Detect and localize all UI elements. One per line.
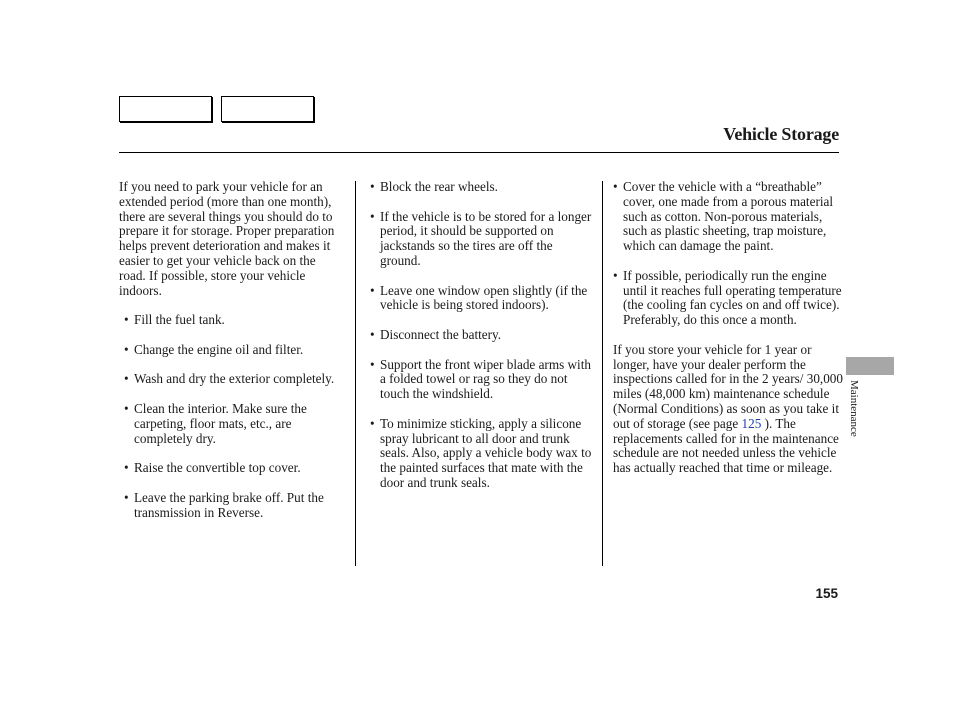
storage-steps-list-1 <box>124 313 345 520</box>
title-rule <box>119 152 839 153</box>
closing-text-start: If you store your vehicle for 1 year or longer, have your dealer perform the inspections called for in the 2 years/ 30,000 miles (48,000 km) maintenance schedule (Normal Conditions) as soon as you take it out of storage (see page <box>613 341 843 431</box>
list-item: • If the vehicle is to be stored for a longer period, it should be supported on jackstands so the tires are off the ground. <box>370 210 592 269</box>
page-number: 155 <box>815 586 838 601</box>
column-3 <box>613 180 845 491</box>
previous-page-button[interactable] <box>119 96 212 122</box>
list-item: • Disconnect the battery. <box>370 328 592 343</box>
list-item: • Support the front wiper blade arms with a folded towel or rag so they do not touch the windshield. <box>370 358 592 402</box>
list-item: • Wash and dry the exterior completely. <box>124 372 345 387</box>
list-item: • If possible, periodically run the engine until it reaches full operating temperature (the cooling fan cycles on and off twice). Preferably, do this once a month. <box>613 269 845 328</box>
list-item: • Clean the interior. Make sure the carpeting, floor mats, etc., are completely dry. <box>124 402 345 446</box>
list-item: • Leave the parking brake off. Put the transmission in Reverse. <box>124 491 345 521</box>
list-item: • Block the rear wheels. <box>370 180 592 195</box>
intro-paragraph: If you need to park your vehicle for an extended period (more than one month), there are several things you should do to prepare it for storage. Proper preparation helps prevent deterioration and makes it easier to get your vehicle back on the road. If possible, store your vehicle indoors. <box>119 179 335 298</box>
storage-steps-list-2 <box>370 180 592 491</box>
closing-text-end: ). The replacements called for in the maintenance schedule are not needed unless the vehicle has actually reached that time or mileage. <box>613 415 839 476</box>
list-item: • To minimize sticking, apply a silicone spray lubricant to all door and trunk seals. Also, apply a vehicle body wax to the painted surfaces that mate with the door and trunk seals. <box>370 417 592 491</box>
column-divider <box>602 181 603 566</box>
list-item: • Change the engine oil and filter. <box>124 343 345 358</box>
section-tab[interactable] <box>846 357 894 375</box>
page-title: Vehicle Storage <box>723 124 839 144</box>
storage-steps-list-3 <box>613 180 845 328</box>
list-item: • Fill the fuel tank. <box>124 313 345 328</box>
next-page-button[interactable] <box>221 96 314 122</box>
section-label: Maintenance <box>848 380 860 437</box>
page-reference-link[interactable]: 125 <box>741 415 762 431</box>
closing-paragraph <box>613 343 845 476</box>
list-item: • Cover the vehicle with a “breathable” cover, one made from a porous material such as cotton. Non-porous materials, such as plastic sheeting, trap moisture, which can damage the paint. <box>613 180 845 254</box>
column-divider <box>355 181 356 566</box>
list-item: • Raise the convertible top cover. <box>124 461 345 476</box>
list-item: • Leave one window open slightly (if the vehicle is being stored indoors). <box>370 284 592 314</box>
column-1 <box>119 180 345 535</box>
column-2 <box>370 180 592 506</box>
